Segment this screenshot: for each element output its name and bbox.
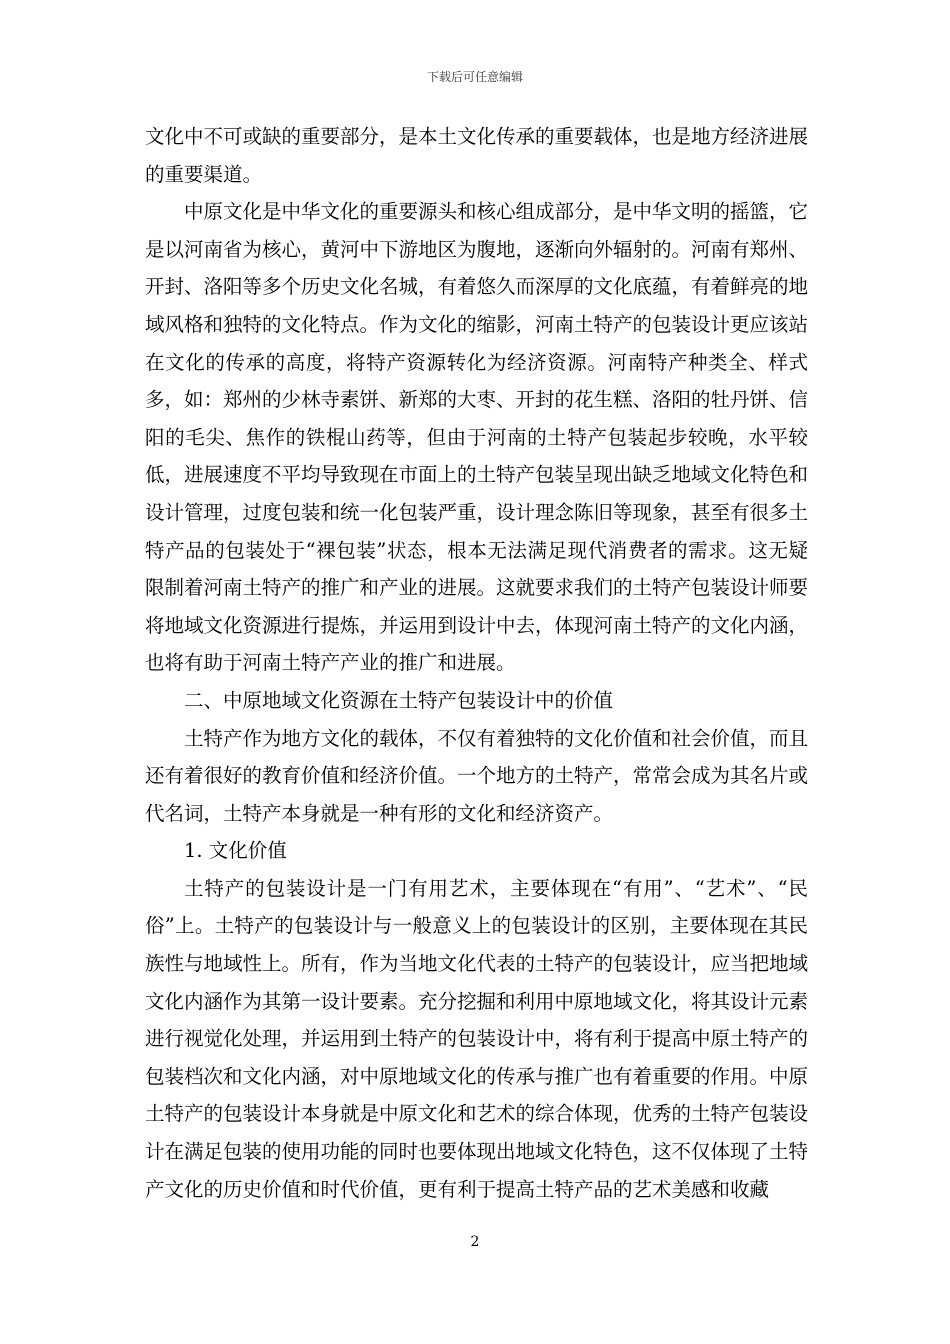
paragraph-cultural-value: 土特产的包装设计是一门有用艺术，主要体现在“有用”、“艺术”、“民俗”上。土特产的包装设计与一般意义上的包装设计的区别，主要体现在其民族性与地域性上。所有，作为当地文化代表的土特产的包装设计，应当把地域文化内涵作为其第一设计要素。充分挖掘和利用中原地域文化，将其设计元素进行视觉化处理，并运用到土特产的包装设计中，将有利于提高中原土特产的包装档次和文化内涵，对中原地域文化的传承与推广也有着重要的作用。中原土特产的包装设计本身就是中原文化和艺术的综合体现，优秀的土特产包装设计在满足包装的使用功能的同时也要体现出地域文化特色，这不仅体现了土特产文化的历史价值和时代价值，更有利于提高土特产品的艺术美感和收藏 (145, 876, 809, 1201)
paragraph-local-specialty-value: 土特产作为地方文化的载体，不仅有着独特的文化价值和社会价值，而且还有着很好的教育价值和经济价值。一个地方的土特产，常常会成为其名片或代名词，土特产本身就是一种有形的文化和经济资产。 (145, 726, 809, 825)
paragraph-zhongyuan-culture: 中原文化是中华文化的重要源头和核心组成部分，是中华文明的摇篮，它是以河南省为核心，黄河中下游地区为腹地，逐渐向外辐射的。河南有郑州、开封、洛阳等多个历史文化名城，有着悠久而深厚的文化底蕴，有着鲜亮的地域风格和独特的文化特点。作为文化的缩影，河南土特产的包装设计更应该站在文化的传承的高度，将特产资源转化为经济资源。河南特产种类全、样式多，如：郑州的少林寺素饼、新郑的大枣、开封的花生糕、洛阳的牡丹饼、信阳的毛尖、焦作的铁棍山药等，但由于河南的土特产包装起步较晚，水平较低，进展速度不平均导致现在市面上的土特产包装呈现出缺乏地域文化特色和设计管理，过度包装和统一化包装严重，设计理念陈旧等现象，甚至有很多土特产品的包装处于“裸包装”状态，根本无法满足现代消费者的需求。这无疑限制着河南土特产的推广和产业的进展。这就要求我们的土特产包装设计师要将地域文化资源进行提炼，并运用到设计中去，体现河南土特产的文化内涵，也将有助于河南土特产产业的推广和进展。 (145, 200, 809, 675)
subsection-heading-1: 1. 文化价值 (184, 839, 287, 863)
document-body (145, 118, 808, 1208)
page-number: 2 (470, 1234, 480, 1250)
page-header: 下载后可任意编辑 (426, 70, 523, 84)
paragraph-continuation: 文化中不可或缺的重要部分，是本土文化传承的重要载体，也是地方经济进展的重要渠道。 (145, 125, 809, 186)
section-heading-2: 二、中原地域文化资源在土特产包装设计中的价值 (184, 688, 614, 712)
